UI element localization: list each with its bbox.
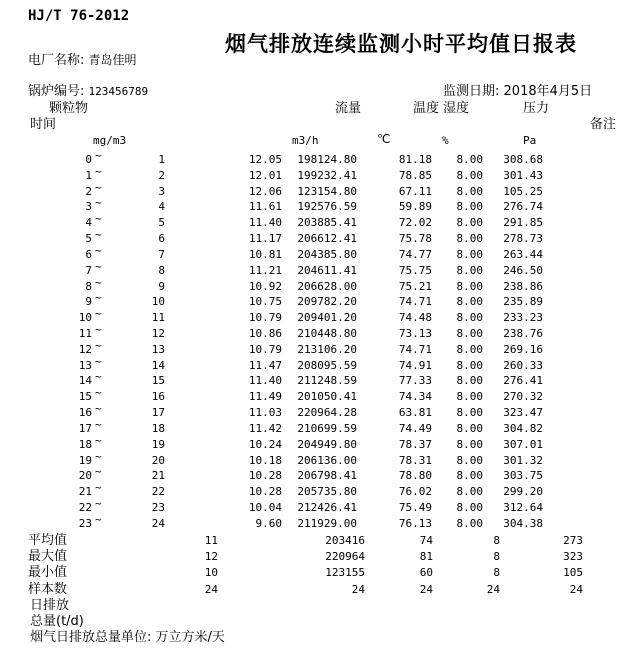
hour-start: 23 [78,516,92,530]
flow-value: 208095.59 [297,358,357,372]
tilde: ~ [95,228,102,242]
dust-value: 11.21 [248,263,282,277]
dust-value: 10.75 [248,295,282,309]
pressure-value: 299.20 [503,485,543,499]
flow-value: 203885.41 [297,216,357,230]
pressure-value: 307.01 [503,437,543,451]
column-header-humidity: 湿度 [443,101,470,116]
hour-end: 6 [158,232,165,246]
humidity-value: 8.00 [456,374,483,388]
pressure-value: 269.16 [503,342,543,356]
flow-value: 199232.41 [297,168,357,182]
pressure-value: 235.89 [503,295,543,309]
dust-value: 12.01 [248,168,282,182]
hour-end: 15 [151,374,165,388]
hour-end: 10 [151,295,165,309]
hour-start: 8 [85,279,92,293]
tilde: ~ [95,259,102,273]
standard-code: HJ/T 76-2012 [28,8,130,24]
hour-end: 3 [158,184,165,198]
flow-value: 204949.80 [297,437,357,451]
humidity-value: 8.00 [456,453,483,467]
column-header-flow: 流量 [335,101,362,116]
pressure-value: 276.74 [503,200,543,214]
temperature-value: 74.34 [398,390,432,404]
flow-value: 201050.41 [297,390,357,404]
humidity-value: 8.00 [456,437,483,451]
tilde: ~ [95,212,102,226]
pressure-value: 303.75 [503,469,543,483]
flow-value: 206612.41 [297,232,357,246]
temperature-value: 75.21 [398,279,432,293]
flow-value: 211929.00 [297,516,357,530]
monitor-date-label: 监测日期: [443,84,500,99]
hour-start: 13 [78,358,92,372]
humidity-value: 8 [493,550,500,564]
hour-end: 1 [158,153,165,166]
temperature-value: 74.48 [398,311,432,325]
hour-end: 18 [151,421,165,435]
hour-end: 20 [151,453,165,467]
column-header-remark: 备注 [590,117,617,132]
tilde: ~ [95,449,102,463]
hour-start: 16 [78,406,92,420]
humidity-value: 8.00 [456,263,483,277]
dust-value: 11.61 [248,200,282,214]
humidity-value: 8.00 [456,168,483,182]
hour-start: 12 [78,342,92,356]
plant-name-label: 电厂名称: [28,53,85,68]
summary-label: 最小值 [28,565,68,581]
humidity-value: 8.00 [456,421,483,435]
tilde: ~ [95,323,102,337]
tilde: ~ [95,386,102,400]
humidity-value: 8.00 [456,184,483,198]
hour-start: 20 [78,469,92,483]
summary-label: 平均值 [28,533,68,548]
hour-end: 8 [158,263,165,277]
summary-row [0,582,635,598]
hour-end: 21 [151,469,165,483]
column-header-temperature: 温度 [413,101,440,116]
hour-start: 0 [85,153,92,166]
temperature-value: 75.75 [398,263,432,277]
unit-flow: m3/h [292,134,319,147]
pressure-value: 304.82 [503,421,543,435]
tilde: ~ [95,243,102,257]
temperature-value: 63.81 [398,406,432,420]
hour-end: 17 [151,406,165,420]
pressure-value: 105 [563,566,583,580]
flow-value: 204385.80 [297,247,357,261]
pressure-value: 304.38 [503,516,543,530]
flow-value: 204611.41 [297,263,357,277]
temperature-value: 74.71 [398,295,432,309]
humidity-value: 8 [493,534,500,547]
hour-start: 17 [78,421,92,435]
temperature-value: 78.37 [398,437,432,451]
summary-row [0,565,635,581]
dust-value: 11.17 [248,232,282,246]
temperature-value: 74.91 [398,358,432,372]
summary-label: 最大值 [28,549,68,565]
temperature-value: 59.89 [398,200,432,214]
hour-end: 4 [158,200,165,214]
tilde: ~ [95,417,102,431]
tilde: ~ [95,164,102,178]
tilde: ~ [95,180,102,194]
humidity-value: 8.00 [456,390,483,404]
pressure-value: 24 [569,582,583,596]
dust-value: 10.79 [248,311,282,325]
page-title: 烟气排放连续监测小时平均值日报表 [225,32,577,56]
temperature-value: 78.31 [398,453,432,467]
humidity-value: 24 [486,582,500,596]
temperature-value: 78.80 [398,469,432,483]
dust-value: 11.42 [248,421,282,435]
temperature-value: 74.77 [398,247,432,261]
temperature-value: 75.78 [398,232,432,246]
hour-end: 12 [151,327,165,341]
hour-start: 15 [78,390,92,404]
flow-value: 220964 [325,550,365,564]
monitor-date-value: 2018年4月5日 [503,84,593,99]
pressure-value: 273 [563,534,583,547]
temperature-value: 72.02 [398,216,432,230]
pressure-value: 105.25 [503,184,543,198]
flow-value: 198124.80 [297,153,357,166]
dust-value: 12.05 [248,153,282,166]
summary-row [0,549,635,565]
flow-value: 206798.41 [297,469,357,483]
plant-name-field [28,53,137,68]
flow-value: 205735.80 [297,485,357,499]
dust-value: 11.40 [248,216,282,230]
pressure-value: 308.68 [503,153,543,166]
hour-start: 5 [85,232,92,246]
humidity-value: 8.00 [456,485,483,499]
flow-value: 211248.59 [297,374,357,388]
dust-value: 11.03 [248,406,282,420]
boiler-number-label: 锅炉编号: [28,84,85,99]
humidity-value: 8.00 [456,200,483,214]
hour-end: 24 [151,516,165,530]
tilde: ~ [95,465,102,479]
hour-end: 19 [151,437,165,451]
emission-total-unit-note: 烟气日排放总量单位: 万立方米/天 [30,630,225,645]
flow-value: 203416 [325,534,365,547]
hour-start: 7 [85,263,92,277]
unit-dust: mg/m3 [93,134,127,147]
tilde: ~ [95,402,102,416]
hour-start: 10 [78,311,92,325]
dust-value: 11.47 [248,358,282,372]
dust-value: 24 [204,582,218,596]
flow-value: 192576.59 [297,200,357,214]
pressure-value: 238.86 [503,279,543,293]
plant-name-value: 青岛佳明 [88,53,137,67]
hour-start: 2 [85,184,92,198]
dust-value: 12.06 [248,184,282,198]
hour-end: 13 [151,342,165,356]
boiler-number-field [28,84,148,99]
flow-value: 213106.20 [297,342,357,356]
humidity-value: 8 [493,566,500,580]
hour-start: 19 [78,453,92,467]
tilde: ~ [95,196,102,210]
daily-emission-label-line1: 日排放 [30,598,70,613]
flow-value: 210699.59 [297,421,357,435]
humidity-value: 8.00 [456,232,483,246]
pressure-value: 291.85 [503,216,543,230]
temperature-value: 76.02 [398,485,432,499]
hour-start: 22 [78,501,92,515]
flow-value: 206628.00 [297,279,357,293]
pressure-value: 276.41 [503,374,543,388]
humidity-value: 8.00 [456,327,483,341]
summary-row [0,533,635,549]
pressure-value: 246.50 [503,263,543,277]
dust-value: 10.79 [248,342,282,356]
hour-start: 11 [78,327,92,341]
hour-end: 23 [151,501,165,515]
flow-value: 212426.41 [297,501,357,515]
column-header-pressure: 压力 [523,101,550,116]
dust-value: 10 [204,566,218,580]
flow-value: 209401.20 [297,311,357,325]
tilde: ~ [95,338,102,352]
dust-value: 10.04 [248,501,282,515]
unit-temperature: ℃ [377,132,391,146]
hour-start: 21 [78,485,92,499]
humidity-value: 8.00 [456,469,483,483]
temperature-value: 60 [419,566,433,580]
hour-end: 5 [158,216,165,230]
temperature-value: 73.13 [398,327,432,341]
humidity-value: 8.00 [456,342,483,356]
tilde: ~ [95,512,102,526]
hour-start: 1 [85,168,92,182]
dust-value: 9.60 [255,516,282,530]
temperature-value: 74.49 [398,421,432,435]
monitor-date-field [443,84,592,99]
hour-end: 2 [158,168,165,182]
humidity-value: 8.00 [456,358,483,372]
column-header-time: 时间 [30,117,57,132]
pressure-value: 260.33 [503,358,543,372]
pressure-value: 323.47 [503,406,543,420]
table-row [0,512,635,532]
dust-value: 12 [204,550,218,564]
dust-value: 10.28 [248,469,282,483]
dust-value: 11.49 [248,390,282,404]
hour-end: 11 [151,311,165,325]
tilde: ~ [95,481,102,495]
daily-emission-label-line2: 总量(t/d) [30,614,84,629]
tilde: ~ [95,433,102,447]
humidity-value: 8.00 [456,247,483,261]
temperature-value: 75.49 [398,501,432,515]
dust-value: 10.81 [248,247,282,261]
pressure-value: 301.43 [503,168,543,182]
column-header-dust: 颗粒物 [49,101,89,116]
humidity-value: 8.00 [456,501,483,515]
temperature-value: 74 [419,534,433,547]
humidity-value: 8.00 [456,295,483,309]
temperature-value: 81.18 [398,153,432,166]
hour-start: 14 [78,374,92,388]
hour-start: 6 [85,247,92,261]
temperature-value: 67.11 [398,184,432,198]
dust-value: 11.40 [248,374,282,388]
tilde: ~ [95,149,102,162]
humidity-value: 8.00 [456,406,483,420]
tilde: ~ [95,497,102,511]
hour-end: 14 [151,358,165,372]
flow-value: 210448.80 [297,327,357,341]
tilde: ~ [95,354,102,368]
unit-pressure: Pa [523,134,537,147]
tilde: ~ [95,275,102,289]
flow-value: 123155 [325,566,365,580]
pressure-value: 238.76 [503,327,543,341]
humidity-value: 8.00 [456,516,483,530]
summary-label: 样本数 [28,581,68,597]
flow-value: 24 [351,582,365,596]
humidity-value: 8.00 [456,279,483,293]
hour-start: 3 [85,200,92,214]
dust-value: 11 [204,534,218,547]
dust-value: 10.86 [248,327,282,341]
tilde: ~ [95,291,102,305]
dust-value: 10.92 [248,279,282,293]
pressure-value: 301.32 [503,453,543,467]
humidity-value: 8.00 [456,153,483,166]
flow-value: 209782.20 [297,295,357,309]
temperature-value: 78.85 [398,168,432,182]
pressure-value: 278.73 [503,232,543,246]
temperature-value: 24 [419,582,433,596]
temperature-value: 74.71 [398,342,432,356]
humidity-value: 8.00 [456,216,483,230]
hour-start: 4 [85,216,92,230]
pressure-value: 233.23 [503,311,543,325]
hour-start: 18 [78,437,92,451]
tilde: ~ [95,370,102,384]
pressure-value: 312.64 [503,501,543,515]
humidity-value: 8.00 [456,311,483,325]
hour-end: 22 [151,485,165,499]
temperature-value: 76.13 [398,516,432,530]
boiler-number-value: 123456789 [88,85,149,98]
flow-value: 220964.28 [297,406,357,420]
unit-humidity: % [442,134,449,147]
pressure-value: 323 [563,550,583,564]
hour-end: 7 [158,247,165,261]
hour-start: 9 [85,295,92,309]
pressure-value: 263.44 [503,247,543,261]
pressure-value: 270.32 [503,390,543,404]
flow-value: 123154.80 [297,184,357,198]
hour-end: 9 [158,279,165,293]
hour-end: 16 [151,390,165,404]
temperature-value: 77.33 [398,374,432,388]
dust-value: 10.28 [248,485,282,499]
tilde: ~ [95,307,102,321]
dust-value: 10.24 [248,437,282,451]
flow-value: 206136.00 [297,453,357,467]
temperature-value: 81 [419,550,433,564]
dust-value: 10.18 [248,453,282,467]
